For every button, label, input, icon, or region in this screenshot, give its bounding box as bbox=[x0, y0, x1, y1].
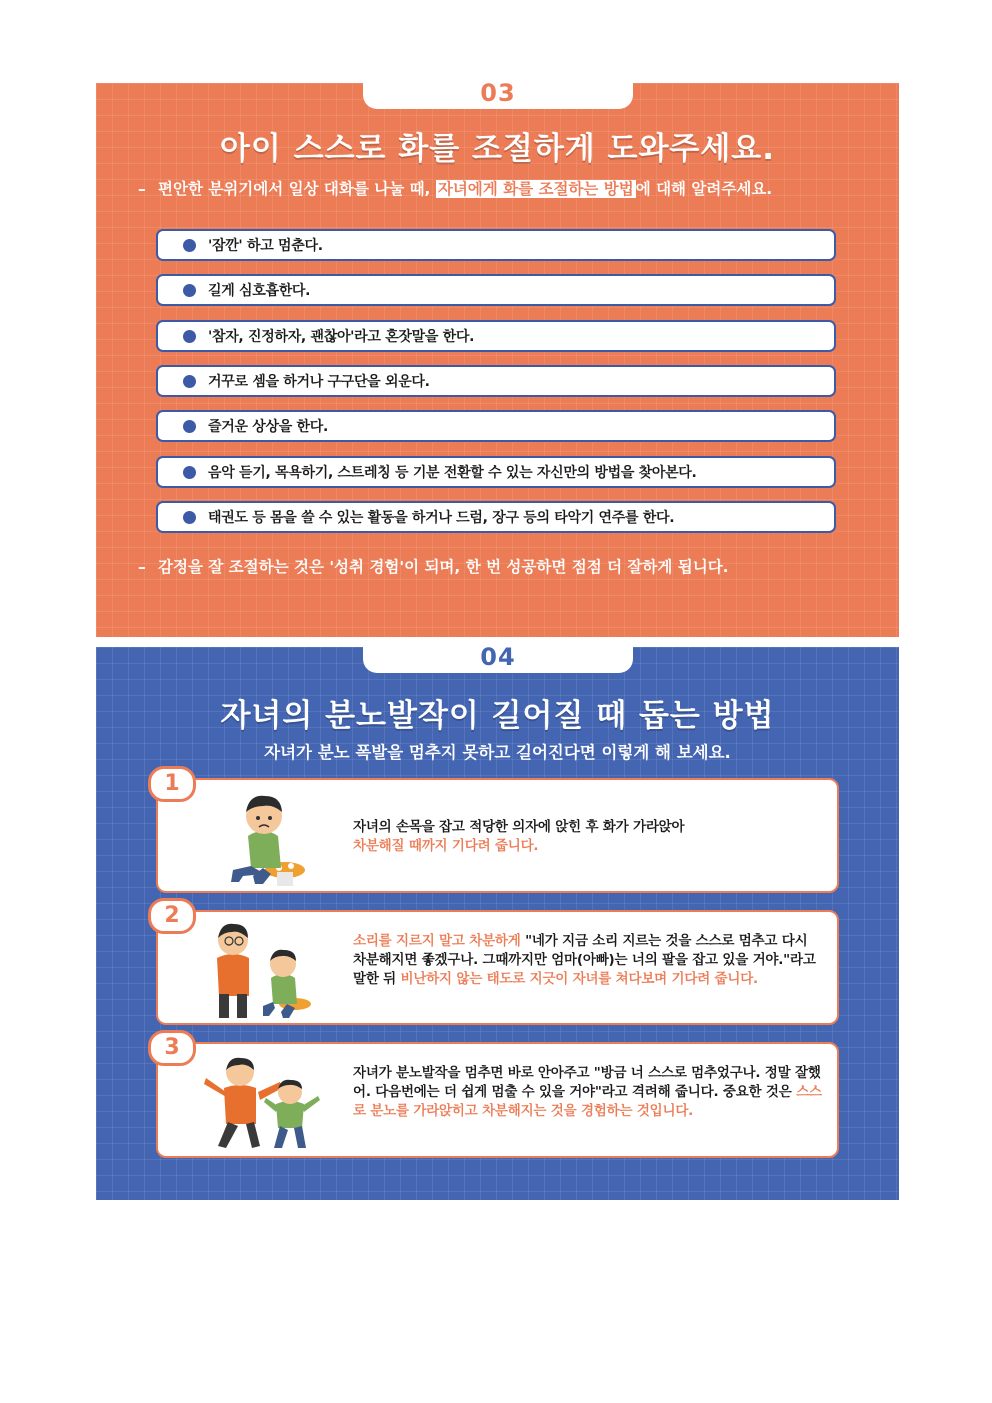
bullet-icon bbox=[183, 511, 196, 524]
bullet-icon bbox=[183, 330, 196, 343]
intro-highlight: 자녀에게 화를 조절하는 방법 bbox=[437, 180, 634, 198]
list-item bbox=[156, 501, 836, 533]
step-text bbox=[353, 1064, 823, 1121]
step-card-3 bbox=[156, 1035, 839, 1158]
step-card-1 bbox=[156, 771, 839, 893]
section-04-panel bbox=[96, 647, 899, 1200]
list-item-text: '참자, 진정하자, 괜찮아'라고 혼잣말을 한다. bbox=[208, 329, 475, 345]
bullet-icon bbox=[183, 239, 196, 252]
list-item bbox=[156, 229, 836, 261]
bullet-icon bbox=[183, 466, 196, 479]
bullet-icon bbox=[183, 420, 196, 433]
list-item bbox=[156, 274, 836, 306]
section-subtitle: 자녀가 분노 폭발을 멈추지 못하고 길어진다면 이렇게 해 보세요. bbox=[264, 743, 731, 762]
step-number-badge: 1 bbox=[148, 766, 196, 802]
step-number-badge: 3 bbox=[148, 1030, 196, 1066]
list-item-text: 태권도 등 몸을 쓸 수 있는 활동을 하거나 드럼, 장구 등의 타악기 연주를 한다. bbox=[208, 510, 675, 526]
step-text bbox=[353, 932, 823, 989]
bullet-icon bbox=[183, 284, 196, 297]
section-number: 03 bbox=[363, 83, 633, 109]
section-title: 자녀의 분노발작이 길어질 때 돕는 방법 bbox=[220, 698, 775, 734]
section-number: 04 bbox=[363, 647, 633, 673]
list-item bbox=[156, 456, 836, 488]
step-number-badge: 2 bbox=[148, 898, 196, 934]
bullet-icon bbox=[183, 375, 196, 388]
list-item-text: 즐거운 상상을 한다. bbox=[208, 419, 328, 435]
intro-text-after: 에 대해 알려주세요. bbox=[635, 180, 773, 198]
section-title: 아이 스스로 화를 조절하게 도와주세요. bbox=[219, 131, 776, 167]
step-text-accent: 소리를 지르지 말고 차분하게 bbox=[353, 933, 521, 949]
list-item-text: 길게 심호흡한다. bbox=[208, 283, 311, 299]
list-item bbox=[156, 320, 836, 352]
cheering-parent-child-icon bbox=[198, 1052, 338, 1152]
outro-note bbox=[138, 557, 838, 578]
sulking-child-icon bbox=[213, 788, 323, 888]
list-item-text: 음악 듣기, 목욕하기, 스트레칭 등 기분 전환할 수 있는 자신만의 방법을 찾아본다. bbox=[208, 465, 697, 481]
step-text-accent: 스스로 분노를 가라앉히고 차분해지는 것을 경험하는 것입니다. bbox=[353, 1084, 822, 1119]
list-item-text: 거꾸로 셈을 하거나 구구단을 외운다. bbox=[208, 374, 430, 390]
dash-mark: – bbox=[138, 180, 146, 198]
section-03-panel bbox=[96, 83, 899, 637]
step-text-part: 자녀가 분노발작을 멈추면 바로 안아주고 "방금 너 스스로 멈추었구나. 정말 잘했어. 다음번에는 더 쉽게 멈출 수 있을 거야"라고 격려해 줍니다. 중요한 것은 bbox=[353, 1065, 821, 1100]
step-card-2 bbox=[156, 903, 839, 1025]
step-text-accent: 차분해질 때까지 기다려 줍니다. bbox=[353, 838, 539, 854]
intro-text-before: 편안한 분위기에서 일상 대화를 나눌 때, bbox=[158, 180, 436, 198]
dash-mark: – bbox=[138, 558, 146, 576]
parent-and-child-icon bbox=[203, 918, 333, 1022]
step-text bbox=[353, 818, 823, 856]
step-text-part: "네가 지금 소리 지르는 것을 스스로 멈추고 다시 차분해지면 좋겠구나. 그때까지만 엄마(아빠)는 너의 팔을 잡고 있을 거야."라고 말한 뒤 bbox=[353, 933, 816, 987]
list-item-text: '잠깐' 하고 멈춘다. bbox=[208, 238, 323, 254]
intro-note bbox=[138, 179, 838, 200]
step-text-accent: 비난하지 않는 태도로 지긋이 자녀를 쳐다보며 기다려 줍니다. bbox=[400, 971, 758, 987]
step-text-part: 자녀의 손목을 잡고 적당한 의자에 앉힌 후 화가 가라앉아 bbox=[353, 819, 685, 835]
list-item bbox=[156, 410, 836, 442]
outro-text: 감정을 잘 조절하는 것은 '성취 경험'이 되며, 한 번 성공하면 점점 더 잘하게 됩니다. bbox=[158, 558, 729, 576]
list-item bbox=[156, 365, 836, 397]
